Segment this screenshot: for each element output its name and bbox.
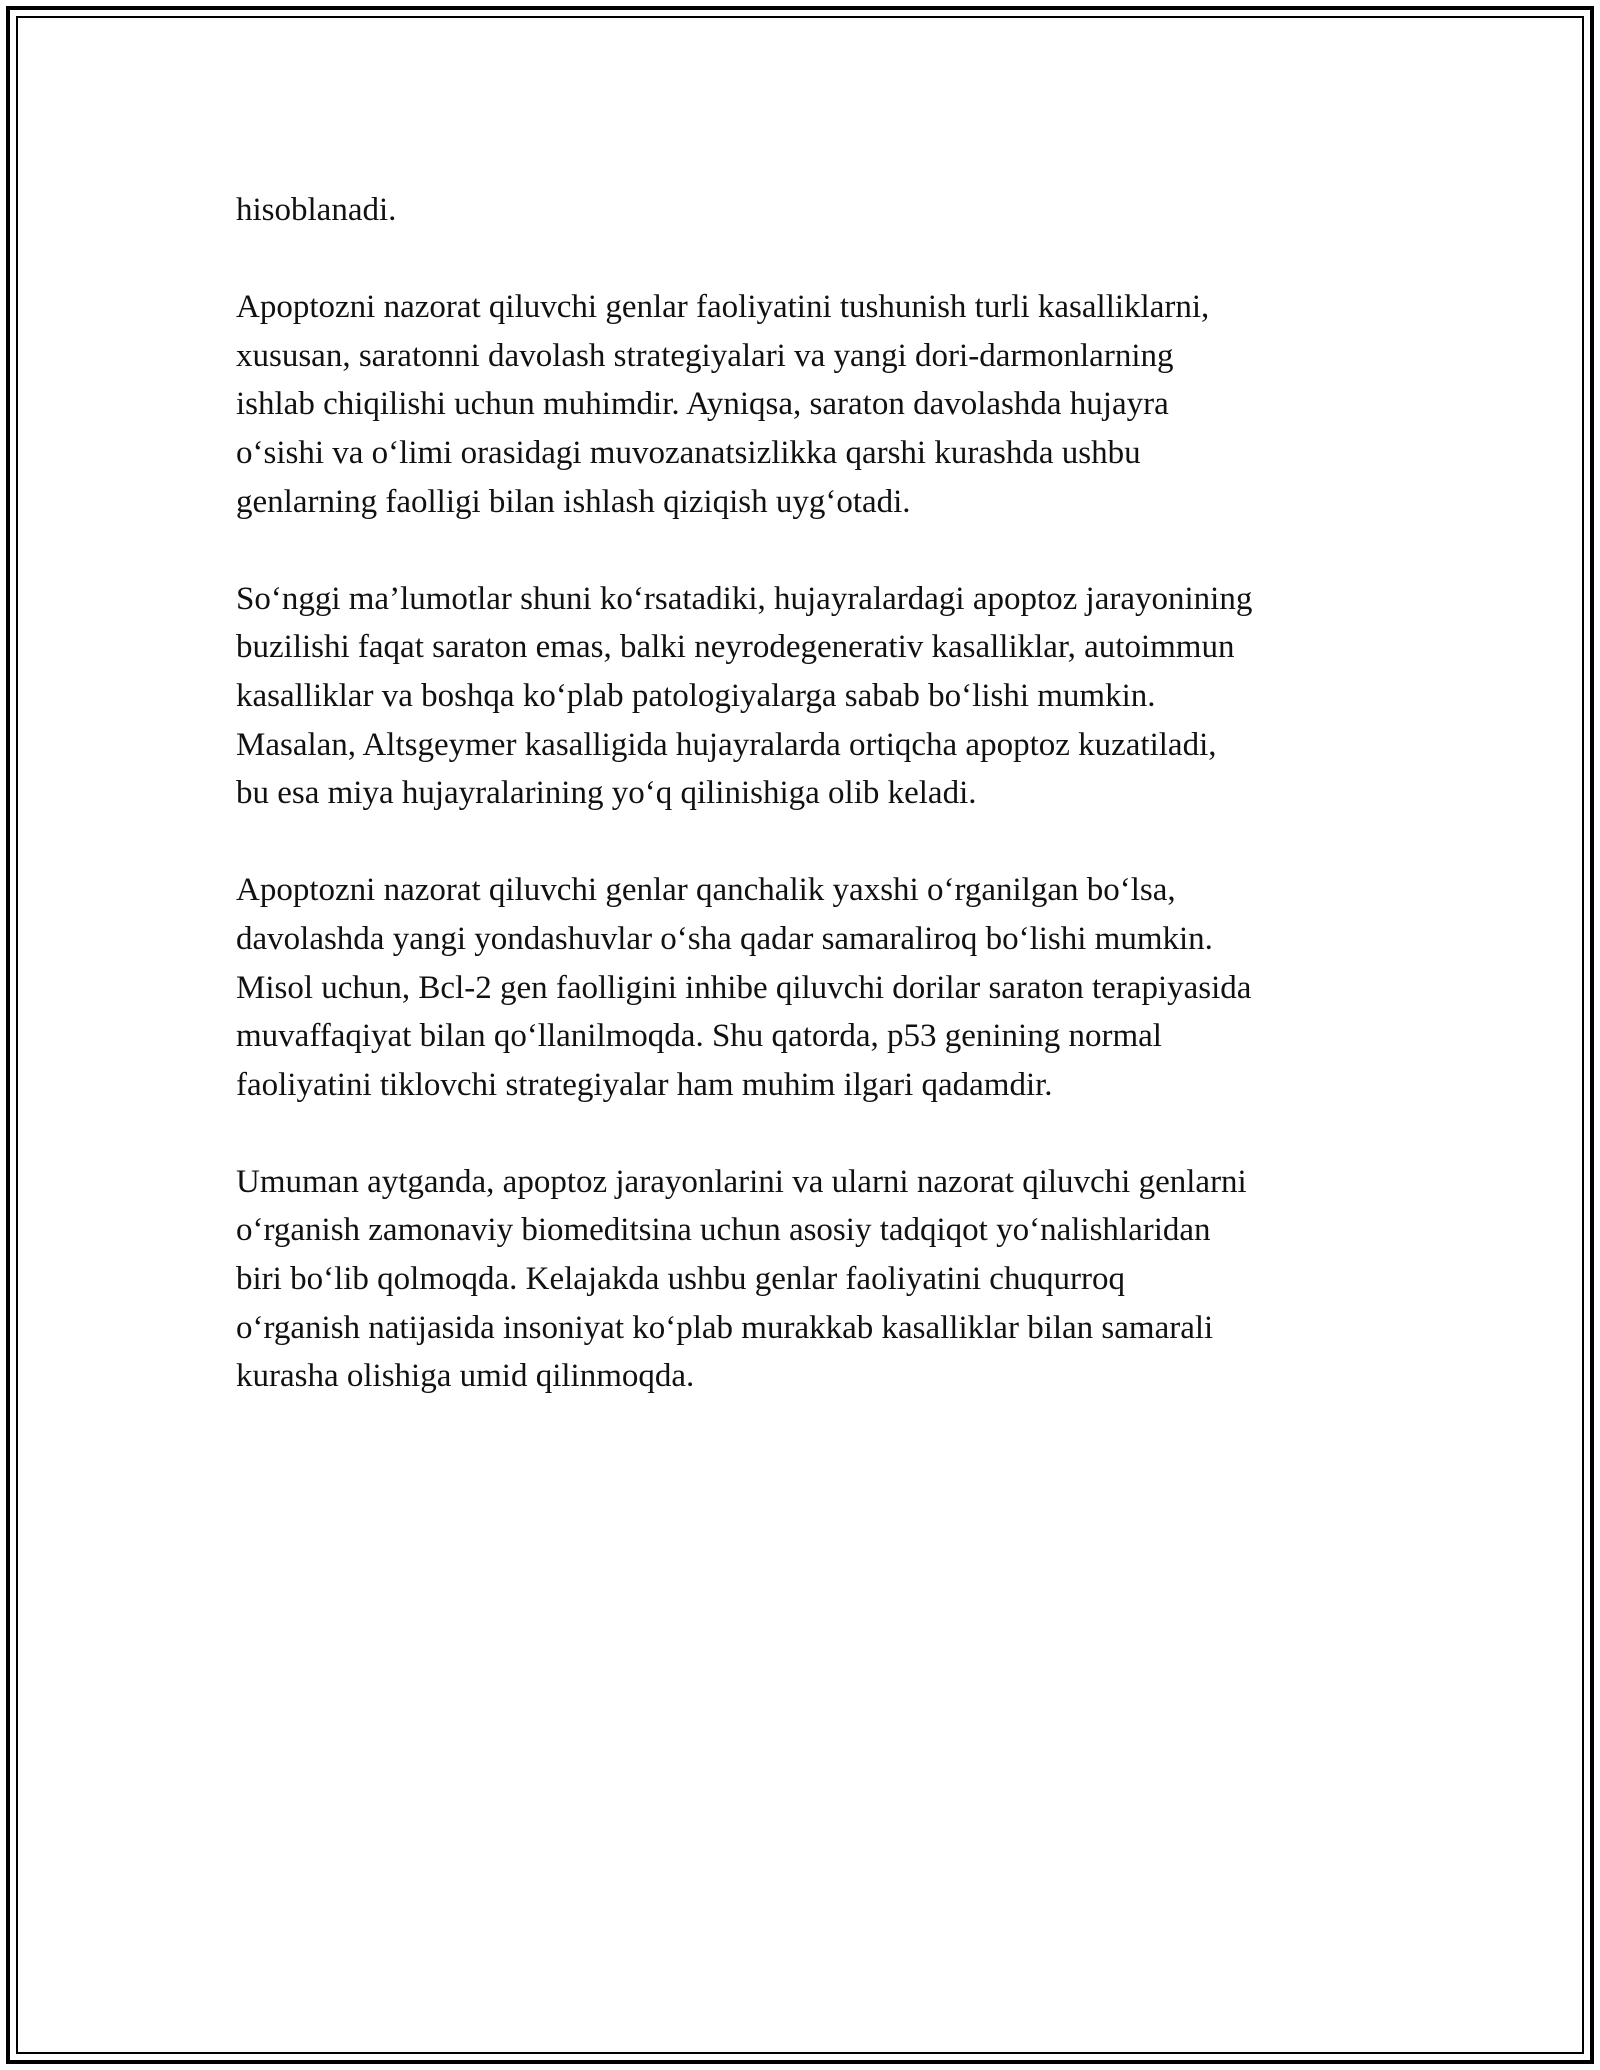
paragraph-3 xyxy=(236,575,1376,818)
text-line: o‘sishi va o‘limi orasidagi muvozanatsizlikka qarshi kurashda ushbu xyxy=(236,434,1141,471)
text-line: Misol uchun, Bcl-2 gen faolligini inhibe qiluvchi dorilar saraton terapiyasida xyxy=(236,969,1252,1006)
text-line: Masalan, Altsgeymer kasalligida hujayralarda ortiqcha apoptoz kuzatiladi, xyxy=(236,726,1217,763)
text-line: kasalliklar va boshqa ko‘plab patologiyalarga sabab bo‘lishi mumkin. xyxy=(236,677,1156,714)
text-line: biri bo‘lib qolmoqda. Kelajakda ushbu genlar faoliyatini chuqurroq xyxy=(236,1261,1125,1298)
text-line: ishlab chiqilishi uchun muhimdir. Ayniqsa, saraton davolashda hujayra xyxy=(236,386,1169,423)
text-line: So‘nggi ma’lumotlar shuni ko‘rsatadiki, hujayralardagi apoptoz jarayonining xyxy=(236,580,1253,617)
text-line: buzilishi faqat saraton emas, balki neyrodegenerativ kasalliklar, autoimmun xyxy=(236,629,1235,666)
text-line: Umuman aytganda, apoptoz jarayonlarini va ularni nazorat qiluvchi genlarni xyxy=(236,1163,1247,1200)
text-line: kurasha olishiga umid qilinmoqda. xyxy=(236,1358,695,1395)
text-line: faoliyatini tiklovchi strategiyalar ham muhim ilgari qadamdir. xyxy=(236,1066,1053,1103)
paragraph-5 xyxy=(236,1158,1376,1401)
text-line: muvaffaqiyat bilan qo‘llanilmoqda. Shu qatorda, p53 genining normal xyxy=(236,1018,1162,1055)
text-line: davolashda yangi yondashuvlar o‘sha qadar samaraliroq bo‘lishi mumkin. xyxy=(236,920,1213,957)
document-body xyxy=(236,186,1376,1449)
paragraph-1 xyxy=(236,186,1376,235)
text-line: genlarning faolligi bilan ishlash qiziqish uyg‘otadi. xyxy=(236,483,911,520)
text-line: o‘rganish natijasida insoniyat ko‘plab murakkab kasalliklar bilan samarali xyxy=(236,1309,1214,1346)
text-line: Apoptozni nazorat qiluvchi genlar faoliyatini tushunish turli kasalliklarni, xyxy=(236,289,1210,326)
paragraph-4 xyxy=(236,866,1376,1109)
paragraph-2 xyxy=(236,283,1376,526)
text-line: Apoptozni nazorat qiluvchi genlar qanchalik yaxshi o‘rganilgan bo‘lsa, xyxy=(236,872,1176,909)
text-line: xususan, saratonni davolash strategiyalari va yangi dori-darmonlarning xyxy=(236,337,1174,374)
text-line: o‘rganish zamonaviy biomeditsina uchun asosiy tadqiqot yo‘nalishlaridan xyxy=(236,1212,1211,1249)
text-line: bu esa miya hujayralarining yo‘q qilinishiga olib keladi. xyxy=(236,775,977,812)
text-line: hisoblanadi. xyxy=(236,192,397,228)
